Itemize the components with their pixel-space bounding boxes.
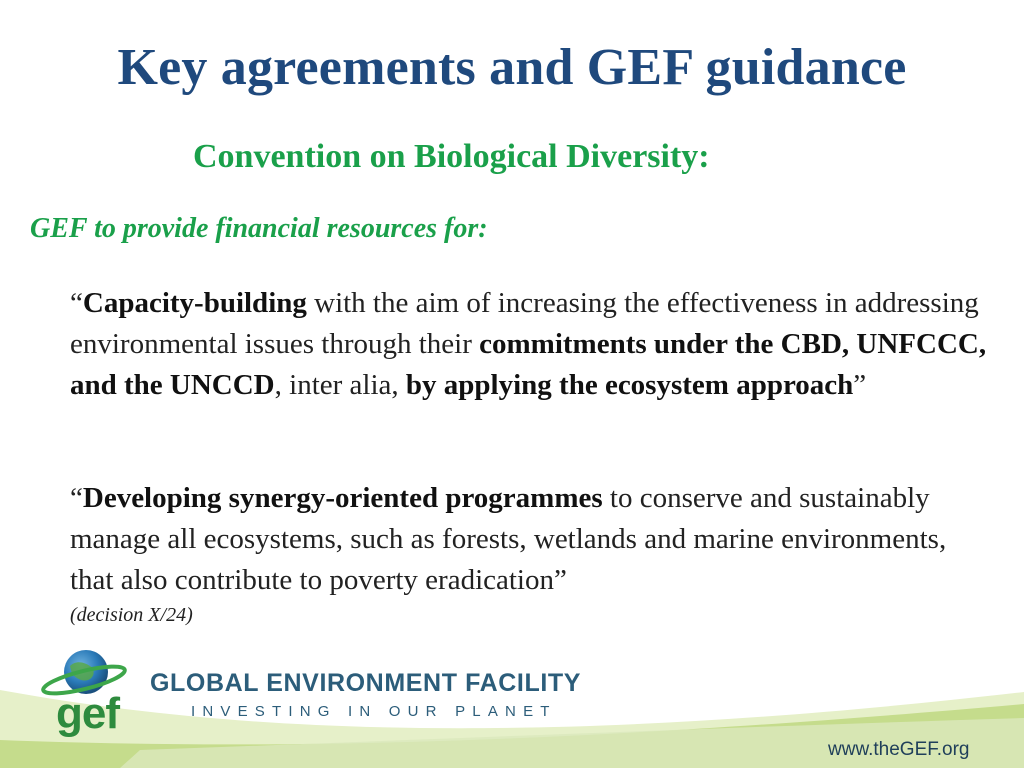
quote-text: to conserve and sustainably manage all ecosystems, such as forests, wetlands and marine environments, that also contribute to poverty eradication” [70, 482, 947, 596]
lead-text: GEF to provide financial resources for: [30, 213, 488, 244]
quote-synergy-programmes [70, 478, 990, 601]
website-link[interactable]: www.theGEF.org [828, 739, 970, 760]
slide-title: Key agreements and GEF guidance [117, 39, 907, 96]
slide-subtitle: Convention on Biological Diversity: [193, 138, 710, 175]
decision-citation: (decision X/24) [70, 604, 193, 626]
quote-text: , inter alia, [274, 369, 406, 401]
quote-text: with the aim of increasing the effectiveness in addressing environmental issues through their [70, 287, 979, 360]
quote-bold-commitments: commitments under the CBD, UNFCCC, and the UNCCD [70, 328, 987, 401]
quote-close-mark: ” [853, 369, 867, 401]
organization-name: GLOBAL ENVIRONMENT FACILITY [150, 669, 582, 697]
quote-open-mark: “ [70, 287, 83, 319]
quote-bold-synergy: Developing synergy-oriented programmes [82, 482, 603, 514]
gef-logo-wordmark: gef [56, 689, 119, 738]
organization-tagline: INVESTING IN OUR PLANET [191, 703, 557, 720]
quote-bold-capacity: Capacity-building [82, 287, 307, 319]
quote-capacity-building [70, 283, 990, 406]
quote-bold-ecosystem: by applying the ecosystem approach [405, 369, 854, 401]
quote-open-mark: “ [70, 482, 83, 514]
